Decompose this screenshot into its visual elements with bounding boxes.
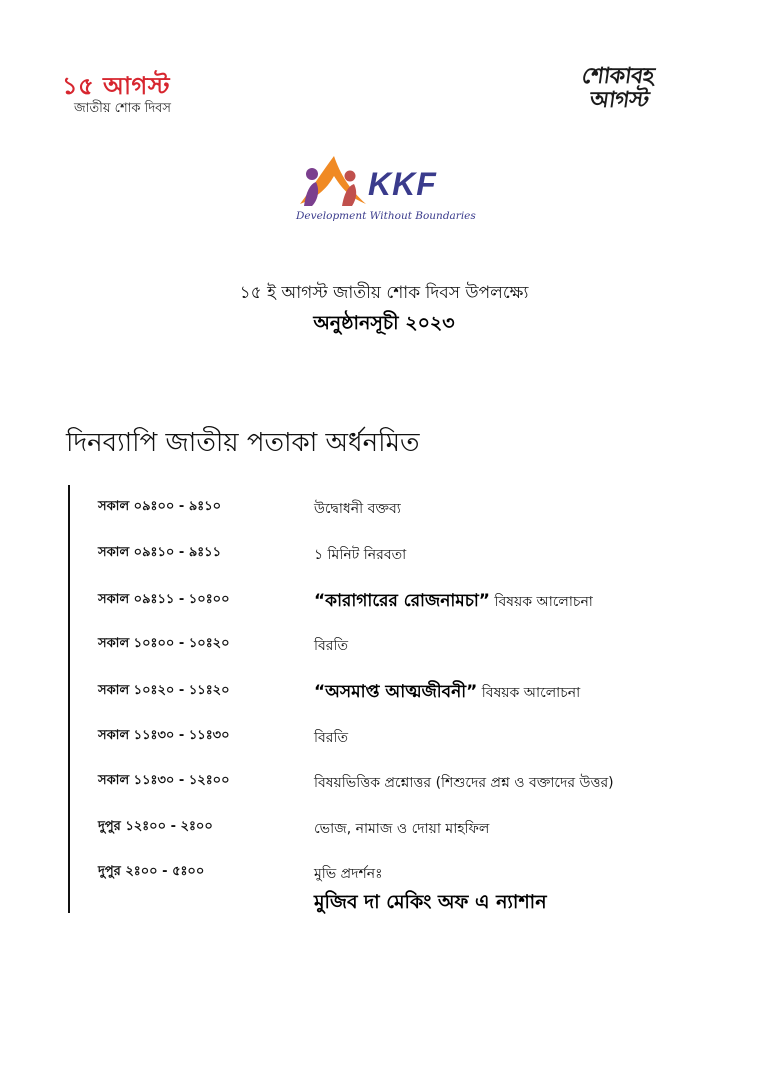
- schedule-time: সকাল ১১ঃ৩০ - ১২ঃ০০: [98, 773, 230, 788]
- schedule-time: সকাল ০৯ঃ১০ - ৯ঃ১১: [98, 545, 222, 560]
- schedule-text: উদ্বোধনী বক্তব্য: [314, 501, 401, 517]
- flag-notice: দিনব্যাপি জাতীয় পতাকা অর্ধনমিত: [66, 428, 420, 458]
- schedule-time: সকাল ০৯ঃ০০ - ৯ঃ১০: [98, 499, 222, 514]
- schedule-row: [0, 543, 768, 583]
- schedule-row: [0, 771, 768, 811]
- kkf-tagline: Development Without Boundaries: [296, 210, 476, 222]
- program-title: অনুষ্ঠানসূচী ২০২৩: [313, 312, 455, 334]
- occasion-heading: ১৫ ই আগস্ট জাতীয় শোক দিবস উপলক্ষ্যে: [239, 283, 529, 303]
- schedule-desc: [314, 543, 406, 567]
- date-heading: ১৫ আগস্ট: [62, 72, 171, 100]
- schedule-text: বিষয়ক আলোচনা: [477, 685, 581, 701]
- schedule-text: বিরতি: [314, 638, 349, 654]
- schedule-row: [0, 634, 768, 674]
- schedule-row: [0, 817, 768, 857]
- schedule-time: সকাল ০৯ঃ১১ - ১০ঃ০০: [98, 592, 230, 607]
- schedule-time: সকাল ১০ঃ২০ - ১১ঃ২০: [98, 683, 230, 698]
- schedule-time: দুপুর ১২ঃ০০ - ২ঃ০০: [98, 819, 213, 834]
- schedule-desc: [314, 726, 348, 750]
- schedule-desc: [314, 817, 489, 841]
- film-title: মুজিব দা মেকিং অফ এ ন্যাশান: [314, 891, 547, 913]
- schedule-time: সকাল ১০ঃ০০ - ১০ঃ২০: [98, 636, 230, 651]
- schedule-desc: [314, 862, 383, 886]
- schedule-desc: [314, 679, 580, 707]
- schedule-highlight: “কারাগারের রোজনামচা”: [314, 591, 490, 611]
- schedule-text: বিষয়ভিত্তিক প্রশ্নোত্তর (শিশুদের প্রশ্ন ও বক্তাদের উত্তর): [314, 775, 614, 791]
- mourning-logo-line1: শোকাবহ: [580, 63, 656, 89]
- schedule-desc: [314, 771, 614, 795]
- schedule-time: সকাল ১১ঃ৩০ - ১১ঃ৩০: [98, 728, 230, 743]
- mourning-logo-line2: আগস্ট: [588, 87, 651, 113]
- schedule-highlight: “অসমাপ্ত আত্মজীবনী”: [314, 682, 478, 702]
- schedule-row: [0, 679, 768, 719]
- schedule-time: দুপুর ২ঃ০০ - ৫ঃ০০: [98, 864, 205, 879]
- date-subtitle: জাতীয় শোক দিবস: [74, 101, 171, 116]
- schedule-desc: [314, 588, 593, 616]
- schedule-text: ভোজ, নামাজ ও দোয়া মাহফিল: [314, 821, 490, 837]
- kkf-logo-text: KKF: [368, 166, 437, 202]
- schedule-desc: [314, 497, 401, 521]
- schedule-row: [0, 497, 768, 537]
- schedule-text: মুভি প্রদর্শনঃ: [314, 866, 383, 882]
- mourning-logo: [582, 64, 700, 120]
- schedule-text: বিষয়ক আলোচনা: [489, 594, 593, 610]
- date-block: [62, 72, 202, 118]
- kkf-logo: [290, 152, 490, 232]
- schedule-row: [0, 588, 768, 628]
- schedule-text: ১ মিনিট নিরবতা: [314, 547, 407, 563]
- schedule-row: [0, 726, 768, 766]
- schedule-text: বিরতি: [314, 730, 349, 746]
- schedule-desc: [314, 634, 348, 658]
- kkf-logo-mark-icon: [294, 154, 368, 210]
